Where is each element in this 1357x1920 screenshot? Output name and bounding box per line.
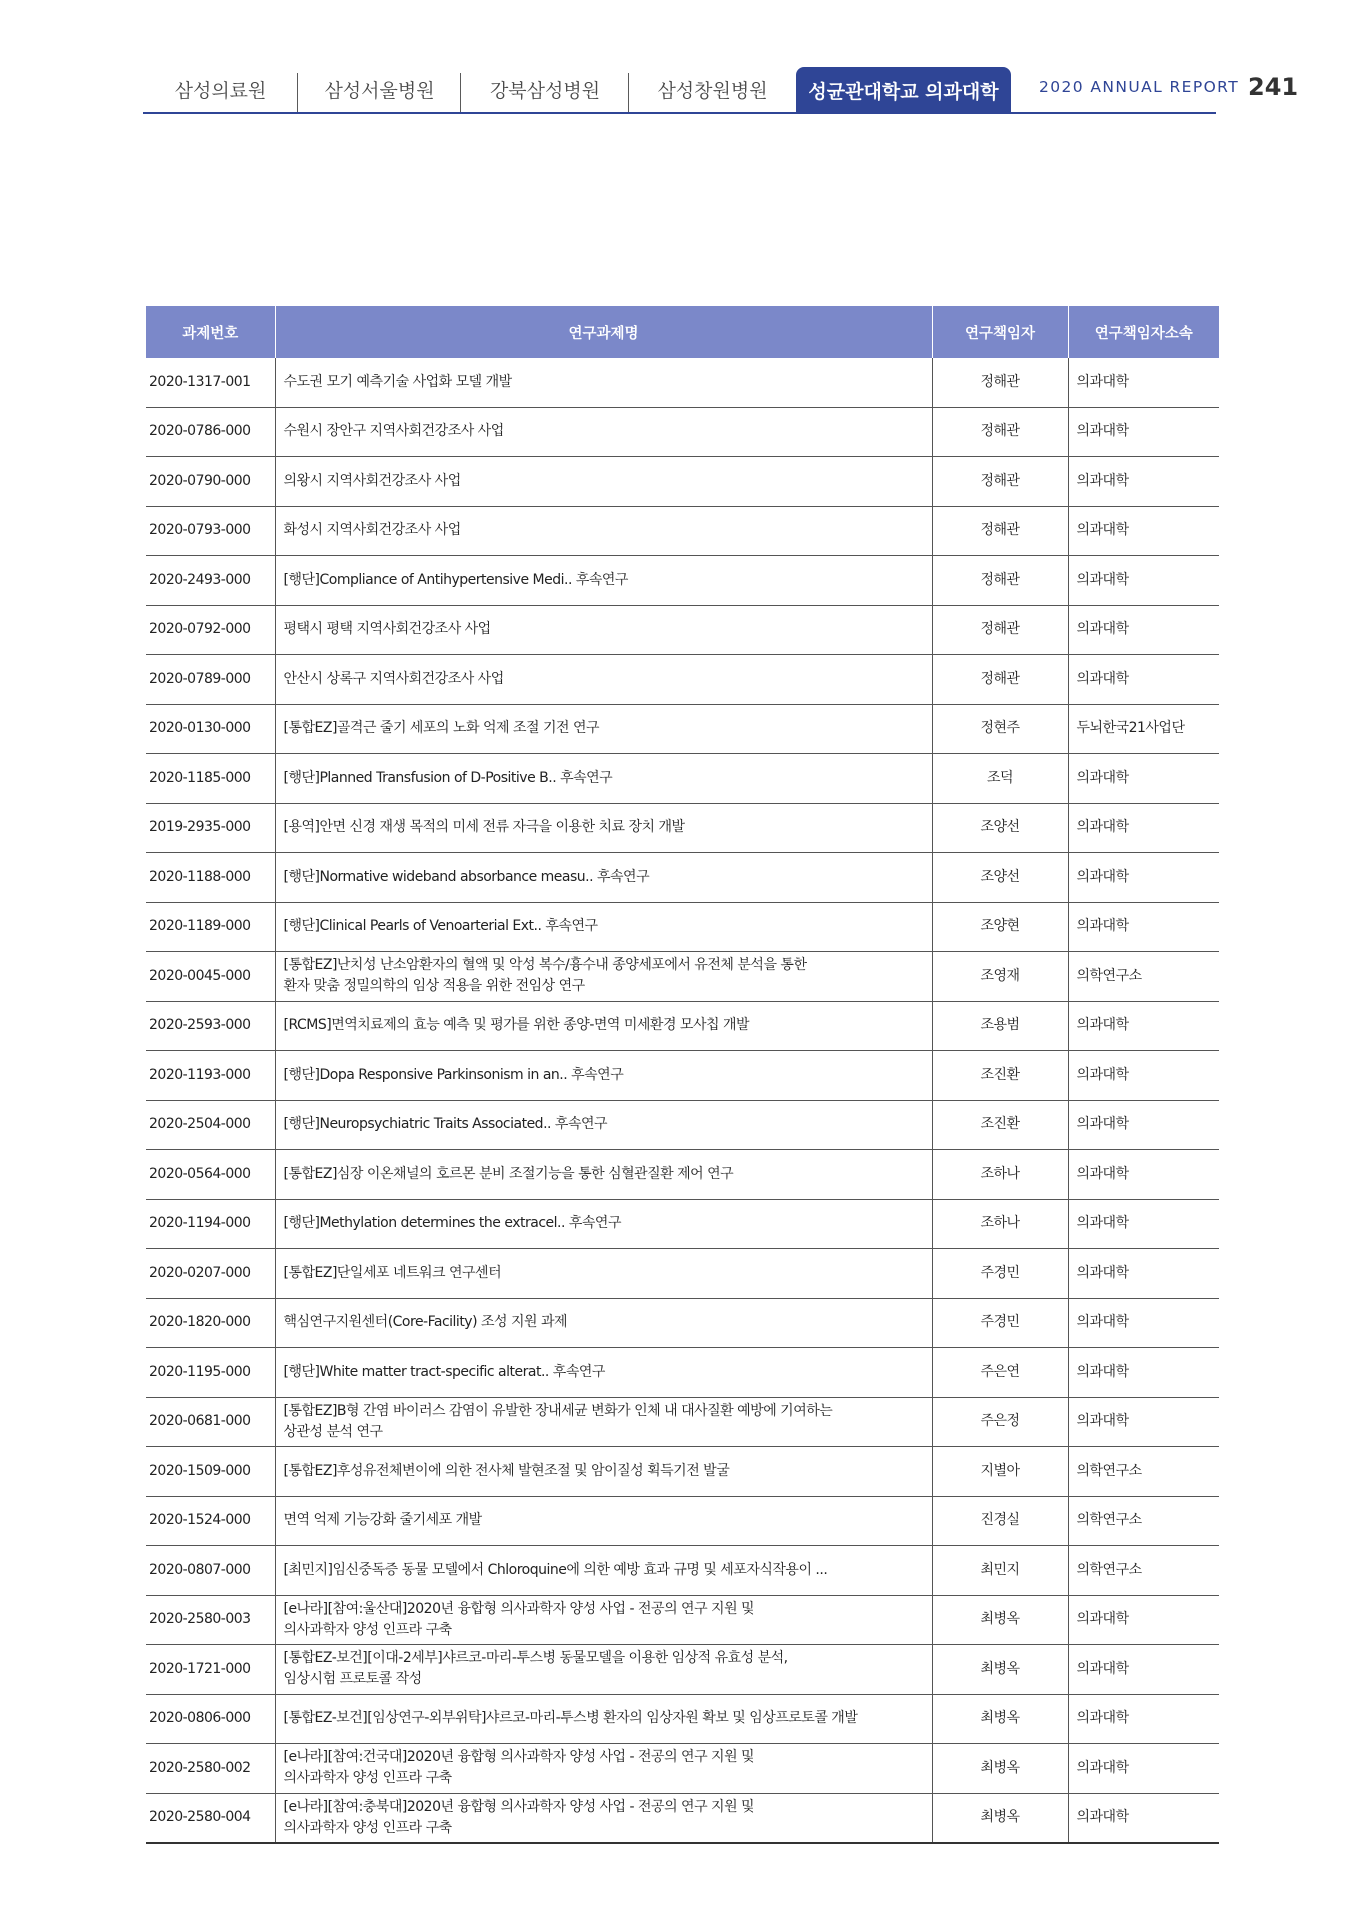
affiliation-cell: 의과대학 bbox=[1068, 1051, 1219, 1101]
affiliation-cell: 의학연구소 bbox=[1068, 1447, 1219, 1497]
table-row bbox=[146, 1150, 1219, 1200]
principal-investigator-cell: 최병옥 bbox=[932, 1595, 1068, 1645]
project-number-cell: 2020-2580-002 bbox=[146, 1744, 275, 1794]
affiliation-cell: 의과대학 bbox=[1068, 506, 1219, 556]
table-row bbox=[146, 655, 1219, 705]
project-number-cell: 2020-0045-000 bbox=[146, 952, 275, 1002]
principal-investigator-cell: 지별아 bbox=[932, 1447, 1068, 1497]
table-row bbox=[146, 1397, 1219, 1447]
affiliation-cell: 의과대학 bbox=[1068, 1645, 1219, 1695]
research-projects-table bbox=[146, 306, 1219, 1844]
principal-investigator-cell: 조진환 bbox=[932, 1051, 1068, 1101]
project-title-cell: 수원시 장안구 지역사회건강조사 사업 bbox=[275, 407, 932, 457]
project-title-cell: [행단]Compliance of Antihypertensive Medi.. 후속연구 bbox=[275, 556, 932, 606]
principal-investigator-cell: 조영재 bbox=[932, 952, 1068, 1002]
table-row bbox=[146, 1793, 1219, 1843]
project-number-cell: 2020-2593-000 bbox=[146, 1001, 275, 1051]
column-header-project-title: 연구과제명 bbox=[275, 306, 932, 358]
project-title-cell: 화성시 지역사회건강조사 사업 bbox=[275, 506, 932, 556]
table-row bbox=[146, 1100, 1219, 1150]
project-number-cell: 2020-1524-000 bbox=[146, 1496, 275, 1546]
affiliation-cell: 의과대학 bbox=[1068, 1199, 1219, 1249]
project-number-cell: 2019-2935-000 bbox=[146, 803, 275, 853]
project-title-cell: [행단]White matter tract-specific alterat.. 후속연구 bbox=[275, 1348, 932, 1398]
principal-investigator-cell: 조양선 bbox=[932, 803, 1068, 853]
project-title-cell: [e나라][참여:울산대]2020년 융합형 의사과학자 양성 사업 - 전공의 연구 지원 및 의사과학자 양성 인프라 구축 bbox=[275, 1595, 932, 1645]
principal-investigator-cell: 조양현 bbox=[932, 902, 1068, 952]
principal-investigator-cell: 조하나 bbox=[932, 1150, 1068, 1200]
affiliation-cell: 의과대학 bbox=[1068, 407, 1219, 457]
affiliation-cell: 의과대학 bbox=[1068, 1100, 1219, 1150]
tab-kangbuk-samsung-hospital[interactable]: 강북삼성병원 bbox=[461, 67, 629, 111]
principal-investigator-cell: 조덕 bbox=[932, 754, 1068, 804]
tab-samsung-changwon-hospital[interactable]: 삼성창원병원 bbox=[657, 79, 768, 102]
affiliation-cell: 의과대학 bbox=[1068, 605, 1219, 655]
tab-samsung-medical-center[interactable]: 삼성의료원 bbox=[143, 67, 298, 111]
tab-skku-medical-school[interactable]: 성균관대학교 의과대학 bbox=[796, 67, 1011, 113]
affiliation-cell: 의과대학 bbox=[1068, 1249, 1219, 1299]
project-number-cell: 2020-2580-004 bbox=[146, 1793, 275, 1843]
tab-samsung-seoul-hospital[interactable]: 삼성서울병원 bbox=[298, 67, 461, 111]
column-header-principal-investigator: 연구책임자 bbox=[932, 306, 1068, 358]
principal-investigator-cell: 최병옥 bbox=[932, 1744, 1068, 1794]
project-title-cell: [행단]Methylation determines the extracel.. 후속연구 bbox=[275, 1199, 932, 1249]
project-number-cell: 2020-1195-000 bbox=[146, 1348, 275, 1398]
affiliation-cell: 의과대학 bbox=[1068, 754, 1219, 804]
table-row bbox=[146, 1694, 1219, 1744]
table-row bbox=[146, 902, 1219, 952]
table-row bbox=[146, 457, 1219, 507]
table-row bbox=[146, 952, 1219, 1002]
table-row bbox=[146, 704, 1219, 754]
table-row bbox=[146, 358, 1219, 407]
project-title-cell: [RCMS]면역치료제의 효능 예측 및 평가를 위한 종양-면역 미세환경 모사칩 개발 bbox=[275, 1001, 932, 1051]
table-header bbox=[146, 306, 1219, 358]
principal-investigator-cell: 최병옥 bbox=[932, 1793, 1068, 1843]
project-number-cell: 2020-1189-000 bbox=[146, 902, 275, 952]
table-row bbox=[146, 1199, 1219, 1249]
project-number-cell: 2020-0681-000 bbox=[146, 1397, 275, 1447]
project-title-cell: [e나라][참여:충북대]2020년 융합형 의사과학자 양성 사업 - 전공의 연구 지원 및 의사과학자 양성 인프라 구축 bbox=[275, 1793, 932, 1843]
affiliation-cell: 의과대학 bbox=[1068, 358, 1219, 407]
principal-investigator-cell: 주경민 bbox=[932, 1249, 1068, 1299]
project-number-cell: 2020-1193-000 bbox=[146, 1051, 275, 1101]
project-title-cell: 핵심연구지원센터(Core-Facility) 조성 지원 과제 bbox=[275, 1298, 932, 1348]
affiliation-cell: 의과대학 bbox=[1068, 1001, 1219, 1051]
affiliation-cell: 의학연구소 bbox=[1068, 952, 1219, 1002]
affiliation-cell: 의과대학 bbox=[1068, 556, 1219, 606]
affiliation-cell: 의과대학 bbox=[1068, 1694, 1219, 1744]
project-title-cell: 평택시 평택 지역사회건강조사 사업 bbox=[275, 605, 932, 655]
principal-investigator-cell: 정해관 bbox=[932, 655, 1068, 705]
project-number-cell: 2020-1509-000 bbox=[146, 1447, 275, 1497]
institution-tabs bbox=[143, 67, 1011, 113]
affiliation-cell: 의학연구소 bbox=[1068, 1546, 1219, 1596]
project-title-cell: [행단]Dopa Responsive Parkinsonism in an.. 후속연구 bbox=[275, 1051, 932, 1101]
project-number-cell: 2020-1188-000 bbox=[146, 853, 275, 903]
affiliation-cell: 의학연구소 bbox=[1068, 1496, 1219, 1546]
affiliation-cell: 의과대학 bbox=[1068, 1397, 1219, 1447]
principal-investigator-cell: 조용범 bbox=[932, 1001, 1068, 1051]
project-title-cell: [e나라][참여:건국대]2020년 융합형 의사과학자 양성 사업 - 전공의 연구 지원 및 의사과학자 양성 인프라 구축 bbox=[275, 1744, 932, 1794]
table-row bbox=[146, 1546, 1219, 1596]
project-title-cell: 의왕시 지역사회건강조사 사업 bbox=[275, 457, 932, 507]
table-row bbox=[146, 1645, 1219, 1695]
table-row bbox=[146, 1595, 1219, 1645]
affiliation-cell: 의과대학 bbox=[1068, 853, 1219, 903]
project-number-cell: 2020-0130-000 bbox=[146, 704, 275, 754]
table-row bbox=[146, 1249, 1219, 1299]
project-number-cell: 2020-1721-000 bbox=[146, 1645, 275, 1695]
project-number-cell: 2020-0786-000 bbox=[146, 407, 275, 457]
project-number-cell: 2020-2493-000 bbox=[146, 556, 275, 606]
table-row bbox=[146, 556, 1219, 606]
project-title-cell: [통합EZ-보건][임상연구-외부위탁]샤르코-마리-투스병 환자의 임상자원 확보 및 임상프로토콜 개발 bbox=[275, 1694, 932, 1744]
table-row bbox=[146, 605, 1219, 655]
table-body bbox=[146, 358, 1219, 1843]
table-row bbox=[146, 853, 1219, 903]
table-row bbox=[146, 1298, 1219, 1348]
table-row bbox=[146, 506, 1219, 556]
project-title-cell: [통합EZ]B형 간염 바이러스 감염이 유발한 장내세균 변화가 인체 내 대사질환 예방에 기여하는 상관성 분석 연구 bbox=[275, 1397, 932, 1447]
affiliation-cell: 의과대학 bbox=[1068, 1298, 1219, 1348]
affiliation-cell: 의과대학 bbox=[1068, 902, 1219, 952]
table-row bbox=[146, 1051, 1219, 1101]
project-number-cell: 2020-2504-000 bbox=[146, 1100, 275, 1150]
table-row bbox=[146, 1348, 1219, 1398]
project-title-cell: [통합EZ-보건][이대-2세부]샤르코-마리-투스병 동물모델을 이용한 임상적 유효성 분석, 임상시험 프로토콜 작성 bbox=[275, 1645, 932, 1695]
affiliation-cell: 의과대학 bbox=[1068, 803, 1219, 853]
project-number-cell: 2020-0790-000 bbox=[146, 457, 275, 507]
principal-investigator-cell: 주경민 bbox=[932, 1298, 1068, 1348]
affiliation-cell: 의과대학 bbox=[1068, 1348, 1219, 1398]
project-number-cell: 2020-1194-000 bbox=[146, 1199, 275, 1249]
project-title-cell: [통합EZ]난치성 난소암환자의 혈액 및 악성 복수/흉수내 종양세포에서 유전체 분석을 통한 환자 맞춤 정밀의학의 임상 적용을 위한 전임상 연구 bbox=[275, 952, 932, 1002]
table-row bbox=[146, 1496, 1219, 1546]
principal-investigator-cell: 최병옥 bbox=[932, 1645, 1068, 1695]
page-header bbox=[0, 0, 1357, 115]
project-number-cell: 2020-0792-000 bbox=[146, 605, 275, 655]
project-number-cell: 2020-1185-000 bbox=[146, 754, 275, 804]
page-number: 241 bbox=[1248, 73, 1299, 101]
principal-investigator-cell: 주은연 bbox=[932, 1348, 1068, 1398]
project-number-cell: 2020-0807-000 bbox=[146, 1546, 275, 1596]
affiliation-cell: 의과대학 bbox=[1068, 457, 1219, 507]
project-title-cell: [통합EZ]단일세포 네트워크 연구센터 bbox=[275, 1249, 932, 1299]
affiliation-cell: 의과대학 bbox=[1068, 1150, 1219, 1200]
principal-investigator-cell: 최병옥 bbox=[932, 1694, 1068, 1744]
table-row bbox=[146, 1001, 1219, 1051]
project-number-cell: 2020-0207-000 bbox=[146, 1249, 275, 1299]
principal-investigator-cell: 정해관 bbox=[932, 457, 1068, 507]
project-title-cell: 수도권 모기 예측기술 사업화 모델 개발 bbox=[275, 358, 932, 407]
principal-investigator-cell: 최민지 bbox=[932, 1546, 1068, 1596]
project-title-cell: [통합EZ]골격근 줄기 세포의 노화 억제 조절 기전 연구 bbox=[275, 704, 932, 754]
principal-investigator-cell: 진경실 bbox=[932, 1496, 1068, 1546]
principal-investigator-cell: 정해관 bbox=[932, 605, 1068, 655]
column-header-project-number: 과제번호 bbox=[146, 306, 275, 358]
project-number-cell: 2020-0789-000 bbox=[146, 655, 275, 705]
principal-investigator-cell: 정해관 bbox=[932, 556, 1068, 606]
table-row bbox=[146, 754, 1219, 804]
project-title-cell: [행단]Normative wideband absorbance measu.. 후속연구 bbox=[275, 853, 932, 903]
principal-investigator-cell: 정현주 bbox=[932, 704, 1068, 754]
principal-investigator-cell: 정해관 bbox=[932, 506, 1068, 556]
project-title-cell: [행단]Neuropsychiatric Traits Associated.. 후속연구 bbox=[275, 1100, 932, 1150]
project-title-cell: [통합EZ]심장 이온채널의 호르몬 분비 조절기능을 통한 심혈관질환 제어 연구 bbox=[275, 1150, 932, 1200]
project-title-cell: [용역]안면 신경 재생 목적의 미세 전류 자극을 이용한 치료 장치 개발 bbox=[275, 803, 932, 853]
project-number-cell: 2020-1317-001 bbox=[146, 358, 275, 407]
project-title-cell: 면역 억제 기능강화 줄기세포 개발 bbox=[275, 1496, 932, 1546]
table-row bbox=[146, 407, 1219, 457]
project-title-cell: 안산시 상록구 지역사회건강조사 사업 bbox=[275, 655, 932, 705]
principal-investigator-cell: 조하나 bbox=[932, 1199, 1068, 1249]
principal-investigator-cell: 조진환 bbox=[932, 1100, 1068, 1150]
project-number-cell: 2020-0793-000 bbox=[146, 506, 275, 556]
project-number-cell: 2020-0806-000 bbox=[146, 1694, 275, 1744]
column-header-affiliation: 연구책임자소속 bbox=[1068, 306, 1219, 358]
project-title-cell: [최민지]임신중독증 동물 모델에서 Chloroquine에 의한 예방 효과 규명 및 세포자식작용이 ... bbox=[275, 1546, 932, 1596]
project-title-cell: [행단]Clinical Pearls of Venoarterial Ext.. 후속연구 bbox=[275, 902, 932, 952]
project-number-cell: 2020-2580-003 bbox=[146, 1595, 275, 1645]
principal-investigator-cell: 조양선 bbox=[932, 853, 1068, 903]
affiliation-cell: 의과대학 bbox=[1068, 1793, 1219, 1843]
affiliation-cell: 두뇌한국21사업단 bbox=[1068, 704, 1219, 754]
affiliation-cell: 의과대학 bbox=[1068, 655, 1219, 705]
project-number-cell: 2020-0564-000 bbox=[146, 1150, 275, 1200]
principal-investigator-cell: 정해관 bbox=[932, 358, 1068, 407]
project-title-cell: [통합EZ]후성유전체변이에 의한 전사체 발현조절 및 암이질성 획득기전 발굴 bbox=[275, 1447, 932, 1497]
report-title: 2020 ANNUAL REPORT bbox=[1039, 78, 1240, 96]
table-row bbox=[146, 803, 1219, 853]
project-number-cell: 2020-1820-000 bbox=[146, 1298, 275, 1348]
affiliation-cell: 의과대학 bbox=[1068, 1744, 1219, 1794]
principal-investigator-cell: 정해관 bbox=[932, 407, 1068, 457]
project-title-cell: [행단]Planned Transfusion of D-Positive B.. 후속연구 bbox=[275, 754, 932, 804]
affiliation-cell: 의과대학 bbox=[1068, 1595, 1219, 1645]
table-row bbox=[146, 1447, 1219, 1497]
principal-investigator-cell: 주은정 bbox=[932, 1397, 1068, 1447]
table-row bbox=[146, 1744, 1219, 1794]
header-divider bbox=[143, 112, 1216, 114]
